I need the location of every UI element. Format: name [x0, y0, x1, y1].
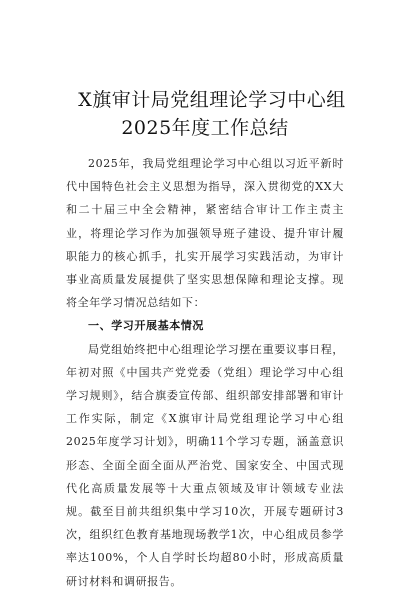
title-line-2: 2025年度工作总结: [121, 117, 289, 139]
document-body: [66, 152, 344, 593]
intro-paragraph: 2025年，我局党组理论学习中心组以习近平新时代中国特色社会主义思想为指导，深入贯彻党的XX大和二十届三中全会精神，紧密结合审计工作主责主业，将理论学习作为加强领导班子建设、提升审计履职能力的核心抓手，扎实开展学习实践活动，为审计事业高质量发展提供了坚实思想保障和理论支撑。现将全年学习情况总结如下：: [66, 157, 344, 310]
section-1-paragraph: 局党组始终把中心组理论学习摆在重要议事日程，年初对照《中国共产党党委（党组）理论学习中心组学习规则》，结合旗委宣传部、组织部安排部署和审计工作实际，制定《X旗审计局党组理论学习中心组2025年度学习计划》，明确11个学习专题，涵盖意识形态、全面全面全面从严治党、国家安全、中国式现代化高质量发展等十大重点领域及审计领域专业法规。截至目前共组织集中学习10次，开展专题研讨3次，组织红色教育基地现场教学1次，中心组成员参学率达100%，个人自学时长均超80小时，形成高质量研讨材料和调研报告。: [66, 342, 344, 588]
document-title: [0, 86, 410, 142]
title-line-1: X旗审计局党组理论学习中心组: [78, 89, 346, 111]
section-heading-1: 一、学习开展基本情况: [88, 319, 204, 333]
